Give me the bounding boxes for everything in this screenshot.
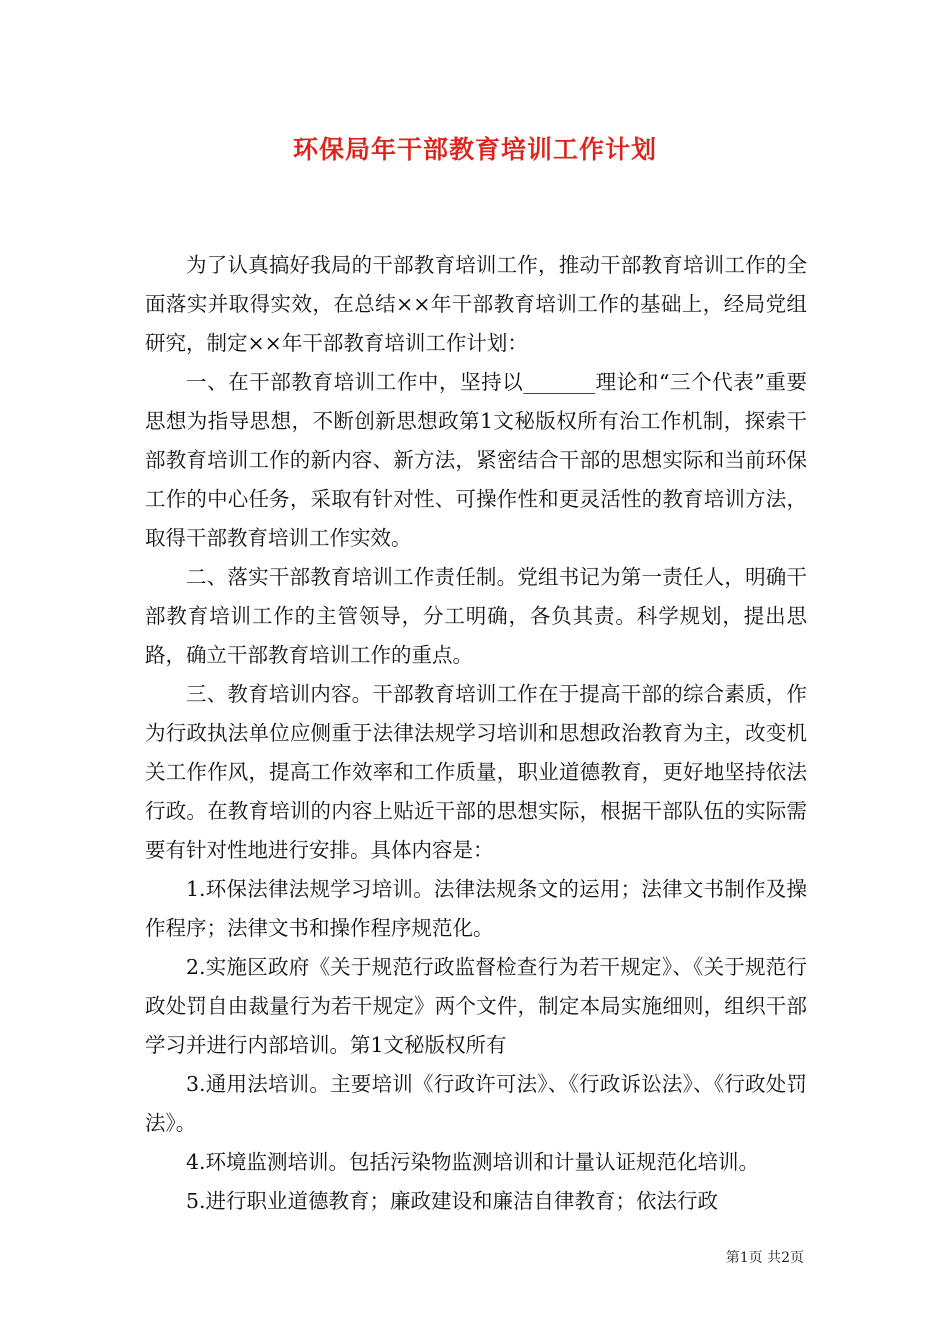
paragraph-item-1: 1.环保法律法规学习培训。法律法规条文的运用；法律文书制作及操作程序；法律文书和操作程序规范化。	[145, 877, 807, 940]
paragraph-item-5: 5.进行职业道德教育；廉政建设和廉洁自律教育；依法行政	[186, 1189, 719, 1213]
paragraph-section-1: 一、在干部教育培训工作中，坚持以_______理论和“三个代表”重要思想为指导思想，不断创新思想政第1文秘版权所有治工作机制，探索干部教育培训工作的新内容、新方法，紧密结合干部的思想实际和当前环保工作的中心任务，采取有针对性、可操作性和更灵活性的教育培训方法，取得干部教育培训工作实效。	[145, 370, 807, 550]
document-title: 环保局年干部教育培训工作计划	[292, 135, 657, 164]
paragraph-section-3: 三、教育培训内容。干部教育培训工作在于提高干部的综合素质，作为行政执法单位应侧重于法律法规学习培训和思想政治教育为主，改变机关工作作风，提高工作效率和工作质量，职业道德教育，更好地坚持依法行政。在教育培训的内容上贴近干部的思想实际，根据干部队伍的实际需要有针对性地进行安排。具体内容是：	[145, 682, 807, 862]
paragraph-item-2: 2.实施区政府《关于规范行政监督检查行为若干规定》、《关于规范行政处罚自由裁量行为若干规定》两个文件，制定本局实施细则，组织干部学习并进行内部培训。第1文秘版权所有	[145, 955, 807, 1057]
paragraph-section-2: 二、落实干部教育培训工作责任制。党组书记为第一责任人，明确干部教育培训工作的主管领导，分工明确，各负其责。科学规划，提出思路，确立干部教育培训工作的重点。	[145, 565, 807, 667]
paragraph-item-4: 4.环境监测培训。包括污染物监测培训和计量认证规范化培训。	[186, 1150, 760, 1174]
paragraph-intro: 为了认真搞好我局的干部教育培训工作，推动干部教育培训工作的全面落实并取得实效，在总结××年干部教育培训工作的基础上，经局党组研究，制定××年干部教育培训工作计划：	[145, 253, 807, 355]
page-number-footer: 第1页 共2页	[725, 1250, 804, 1266]
document-body	[145, 246, 807, 1221]
paragraph-item-3: 3.通用法培训。主要培训《行政许可法》、《行政诉讼法》、《行政处罚法》。	[145, 1072, 807, 1135]
